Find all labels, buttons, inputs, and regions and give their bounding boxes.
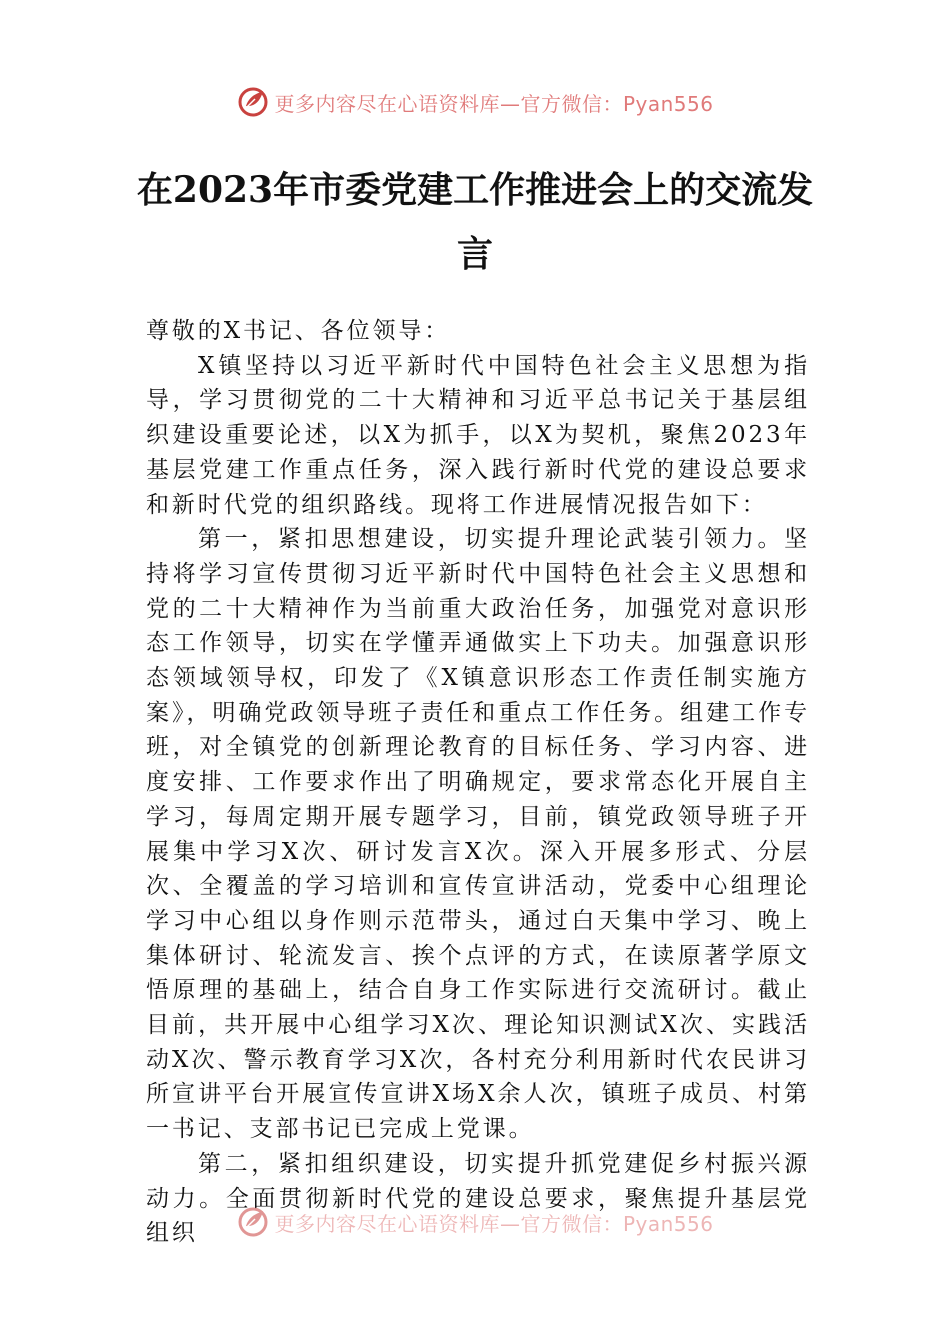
salutation: 尊敬的X书记、各位领导： xyxy=(146,318,451,344)
watermark-header xyxy=(0,82,950,122)
paragraph-intro: X镇坚持以习近平新时代中国特色社会主义思想为指导，学习贯彻党的二十大精神和习近平总书记关于基层组织建设重要论述，以X为抓手，以X为契机，聚焦2023年基层党建工作重点任务，深入践行新时代党的建设总要求和新时代党的组织路线。现将工作进展情况报告如下： xyxy=(146,352,810,518)
watermark-text: 更多内容尽在心语资料库—官方微信：Pyan556 xyxy=(274,91,714,116)
leaf-ring-logo-icon xyxy=(236,85,270,119)
leaf-ring-logo-icon xyxy=(236,1205,270,1239)
watermark-footer xyxy=(0,1202,950,1242)
document-body xyxy=(146,314,810,1251)
paragraph-first: 第一，紧扣思想建设，切实提升理论武装引领力。坚持将学习宣传贯彻习近平新时代中国特色社会主义思想和党的二十大精神作为当前重大政治任务，加强党对意识形态工作领导，切实在学懂弄通做实上下功夫。加强意识形态领域领导权，印发了《X镇意识形态工作责任制实施方案》，明确党政领导班子责任和重点工作任务。组建工作专班，对全镇党的创新理论教育的目标任务、学习内容、进度安排、工作要求作出了明确规定，要求常态化开展自主学习，每周定期开展专题学习，目前，镇党政领导班子开展集中学习X次、研讨发言X次。深入开展多形式、分层次、全覆盖的学习培训和宣传宣讲活动，党委中心组理论学习中心组以身作则示范带头，通过白天集中学习、晚上集体研讨、轮流发言、挨个点评的方式，在读原著学原文悟原理的基础上，结合自身工作实际进行交流研讨。截止目前，共开展中心组学习X次、理论知识测试X次、实践活动X次、警示教育学习X次，各村充分利用新时代农民讲习所宣讲平台开展宣传宣讲X场X余人次，镇班子成员、村第一书记、支部书记已完成上党课。 xyxy=(146,526,810,1143)
document-title: 在2023年市委党建工作推进会上的交流发言 xyxy=(136,169,814,275)
paragraph-second: 第二，紧扣组织建设，切实提升抓党建促乡村振兴源动力。全面贯彻新时代党的建设总要求，聚焦提升基层党组织 xyxy=(146,1150,810,1247)
watermark-text: 更多内容尽在心语资料库—官方微信：Pyan556 xyxy=(274,1211,714,1236)
